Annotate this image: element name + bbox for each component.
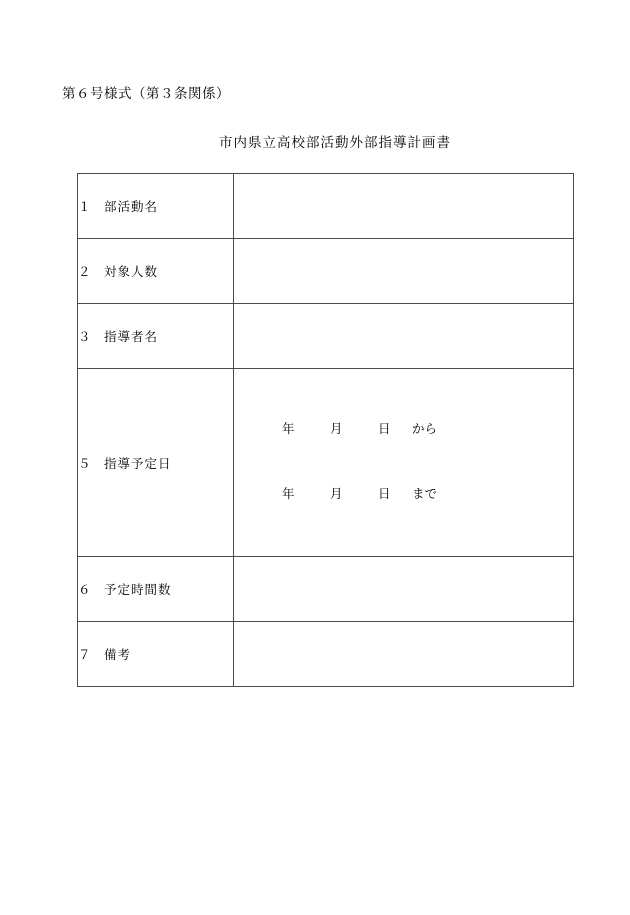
row-number: ２ bbox=[78, 265, 92, 279]
row-label-cell bbox=[78, 239, 234, 304]
to-label: まで bbox=[412, 487, 438, 502]
row-label-cell bbox=[78, 557, 234, 622]
form-number: 第６号様式（第３条関係） bbox=[62, 86, 230, 101]
row-value-cell[interactable] bbox=[234, 622, 574, 687]
plan-table bbox=[77, 173, 574, 687]
table-row bbox=[78, 622, 574, 687]
day-label: 日 bbox=[378, 487, 391, 502]
row-label-cell bbox=[78, 304, 234, 369]
day-label: 日 bbox=[378, 421, 391, 436]
page-title: 市内県立高校部活動外部指導計画書 bbox=[219, 135, 451, 150]
date-range-cell[interactable] bbox=[234, 369, 574, 557]
row-label: 備考 bbox=[104, 648, 132, 662]
row-number: ７ bbox=[78, 648, 92, 662]
row-label-cell bbox=[78, 174, 234, 239]
month-label: 月 bbox=[330, 487, 343, 502]
row-label-cell bbox=[78, 622, 234, 687]
table-row bbox=[78, 557, 574, 622]
row-label: 部活動名 bbox=[104, 200, 159, 214]
year-label: 年 bbox=[282, 421, 295, 436]
row-number: ３ bbox=[78, 330, 92, 344]
row-label-cell bbox=[78, 369, 234, 557]
row-label: 指導者名 bbox=[104, 330, 159, 344]
row-label: 指導予定日 bbox=[104, 456, 172, 471]
month-label: 月 bbox=[330, 421, 343, 436]
row-label: 予定時間数 bbox=[104, 583, 172, 597]
table-row bbox=[78, 174, 574, 239]
row-value-cell[interactable] bbox=[234, 174, 574, 239]
table-row bbox=[78, 369, 574, 557]
row-value-cell[interactable] bbox=[234, 239, 574, 304]
date-range bbox=[234, 369, 573, 556]
row-number: ６ bbox=[78, 583, 92, 597]
table-row bbox=[78, 304, 574, 369]
row-number: ５ bbox=[78, 456, 92, 471]
date-line-to bbox=[282, 484, 573, 506]
date-line-from bbox=[282, 419, 573, 441]
row-value-cell[interactable] bbox=[234, 557, 574, 622]
row-label: 対象人数 bbox=[104, 265, 159, 279]
table-row bbox=[78, 239, 574, 304]
row-number: １ bbox=[78, 200, 92, 214]
row-value-cell[interactable] bbox=[234, 304, 574, 369]
from-label: から bbox=[412, 421, 438, 436]
year-label: 年 bbox=[282, 487, 295, 502]
